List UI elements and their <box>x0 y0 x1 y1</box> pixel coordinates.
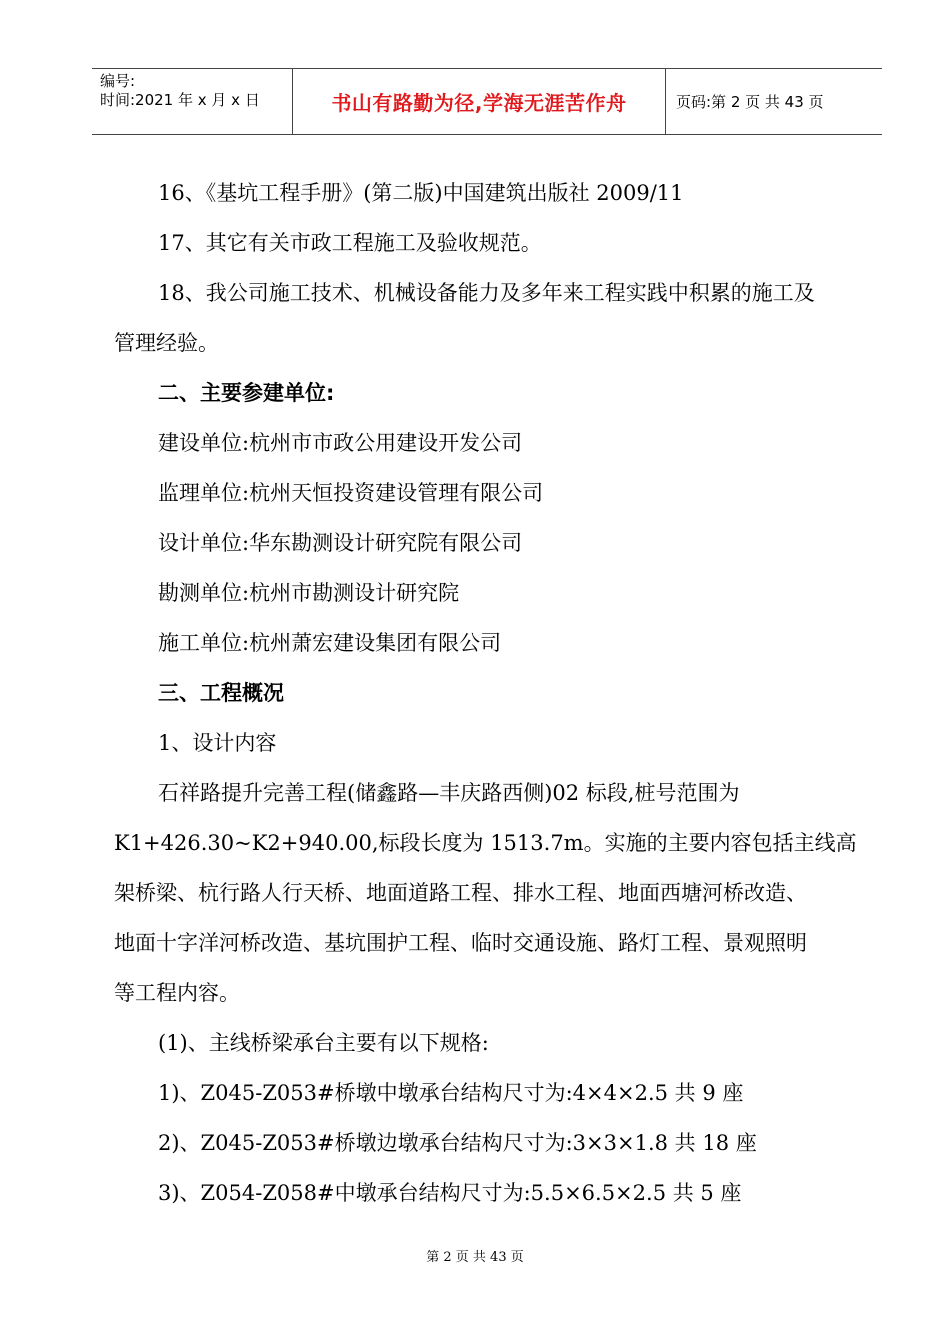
reference-item-16: 16、《基坑工程手册》(第二版)中国建筑出版社 2009/11 <box>158 181 684 205</box>
header-page-info: 页码:第 2 页 共 43 页 <box>676 93 824 111</box>
overview-paragraph-line-4: 地面十字洋河桥改造、基坑围护工程、临时交通设施、路灯工程、景观照明 <box>114 931 807 955</box>
overview-paragraph-line-3: 架桥梁、杭行路人行天桥、地面道路工程、排水工程、地面西塘河桥改造、 <box>114 881 807 905</box>
bridge-cap-intro: (1)、主线桥梁承台主要有以下规格: <box>158 1031 489 1055</box>
header-motto-cell <box>293 69 666 134</box>
unit-contractor: 施工单位:杭州萧宏建设集团有限公司 <box>158 631 502 655</box>
header-meta-cell <box>92 69 293 134</box>
reference-item-18-continued: 管理经验。 <box>114 331 219 355</box>
overview-paragraph-line-2: K1+426.30~K2+940.00,标段长度为 1513.7m。实施的主要内容包括主线高 <box>114 831 857 855</box>
header-page-cell <box>666 69 882 134</box>
reference-item-18: 18、我公司施工技术、机械设备能力及多年来工程实践中积累的施工及 <box>158 281 815 305</box>
overview-paragraph-line-5: 等工程内容。 <box>114 981 240 1005</box>
document-number-label: 编号: <box>100 72 136 90</box>
unit-design: 设计单位:华东勘测设计研究院有限公司 <box>158 531 523 555</box>
section-heading-overview: 三、工程概况 <box>158 681 284 705</box>
subheading-design-content: 1、设计内容 <box>158 731 277 755</box>
bridge-cap-spec-3: 3)、Z054-Z058#中墩承台结构尺寸为:5.5×6.5×2.5 共 5 座 <box>158 1181 742 1205</box>
page-footer: 第 2 页 共 43 页 <box>426 1250 524 1265</box>
unit-construction-owner: 建设单位:杭州市市政公用建设开发公司 <box>158 431 523 455</box>
document-time-label: 时间:2021 年 x 月 x 日 <box>100 91 260 109</box>
unit-survey: 勘测单位:杭州市勘测设计研究院 <box>158 581 460 605</box>
unit-supervision: 监理单位:杭州天恒投资建设管理有限公司 <box>158 481 544 505</box>
overview-paragraph-line-1: 石祥路提升完善工程(储鑫路—丰庆路西侧)02 标段,桩号范围为 <box>158 781 740 805</box>
section-heading-participants: 二、主要参建单位: <box>158 381 335 405</box>
header-motto: 书山有路勤为径,学海无涯苦作舟 <box>331 91 627 115</box>
page-header <box>92 68 882 135</box>
document-body <box>114 168 864 1218</box>
reference-item-17: 17、其它有关市政工程施工及验收规范。 <box>158 231 542 255</box>
bridge-cap-spec-1: 1)、Z045-Z053#桥墩中墩承台结构尺寸为:4×4×2.5 共 9 座 <box>158 1081 744 1105</box>
bridge-cap-spec-2: 2)、Z045-Z053#桥墩边墩承台结构尺寸为:3×3×1.8 共 18 座 <box>158 1131 757 1155</box>
